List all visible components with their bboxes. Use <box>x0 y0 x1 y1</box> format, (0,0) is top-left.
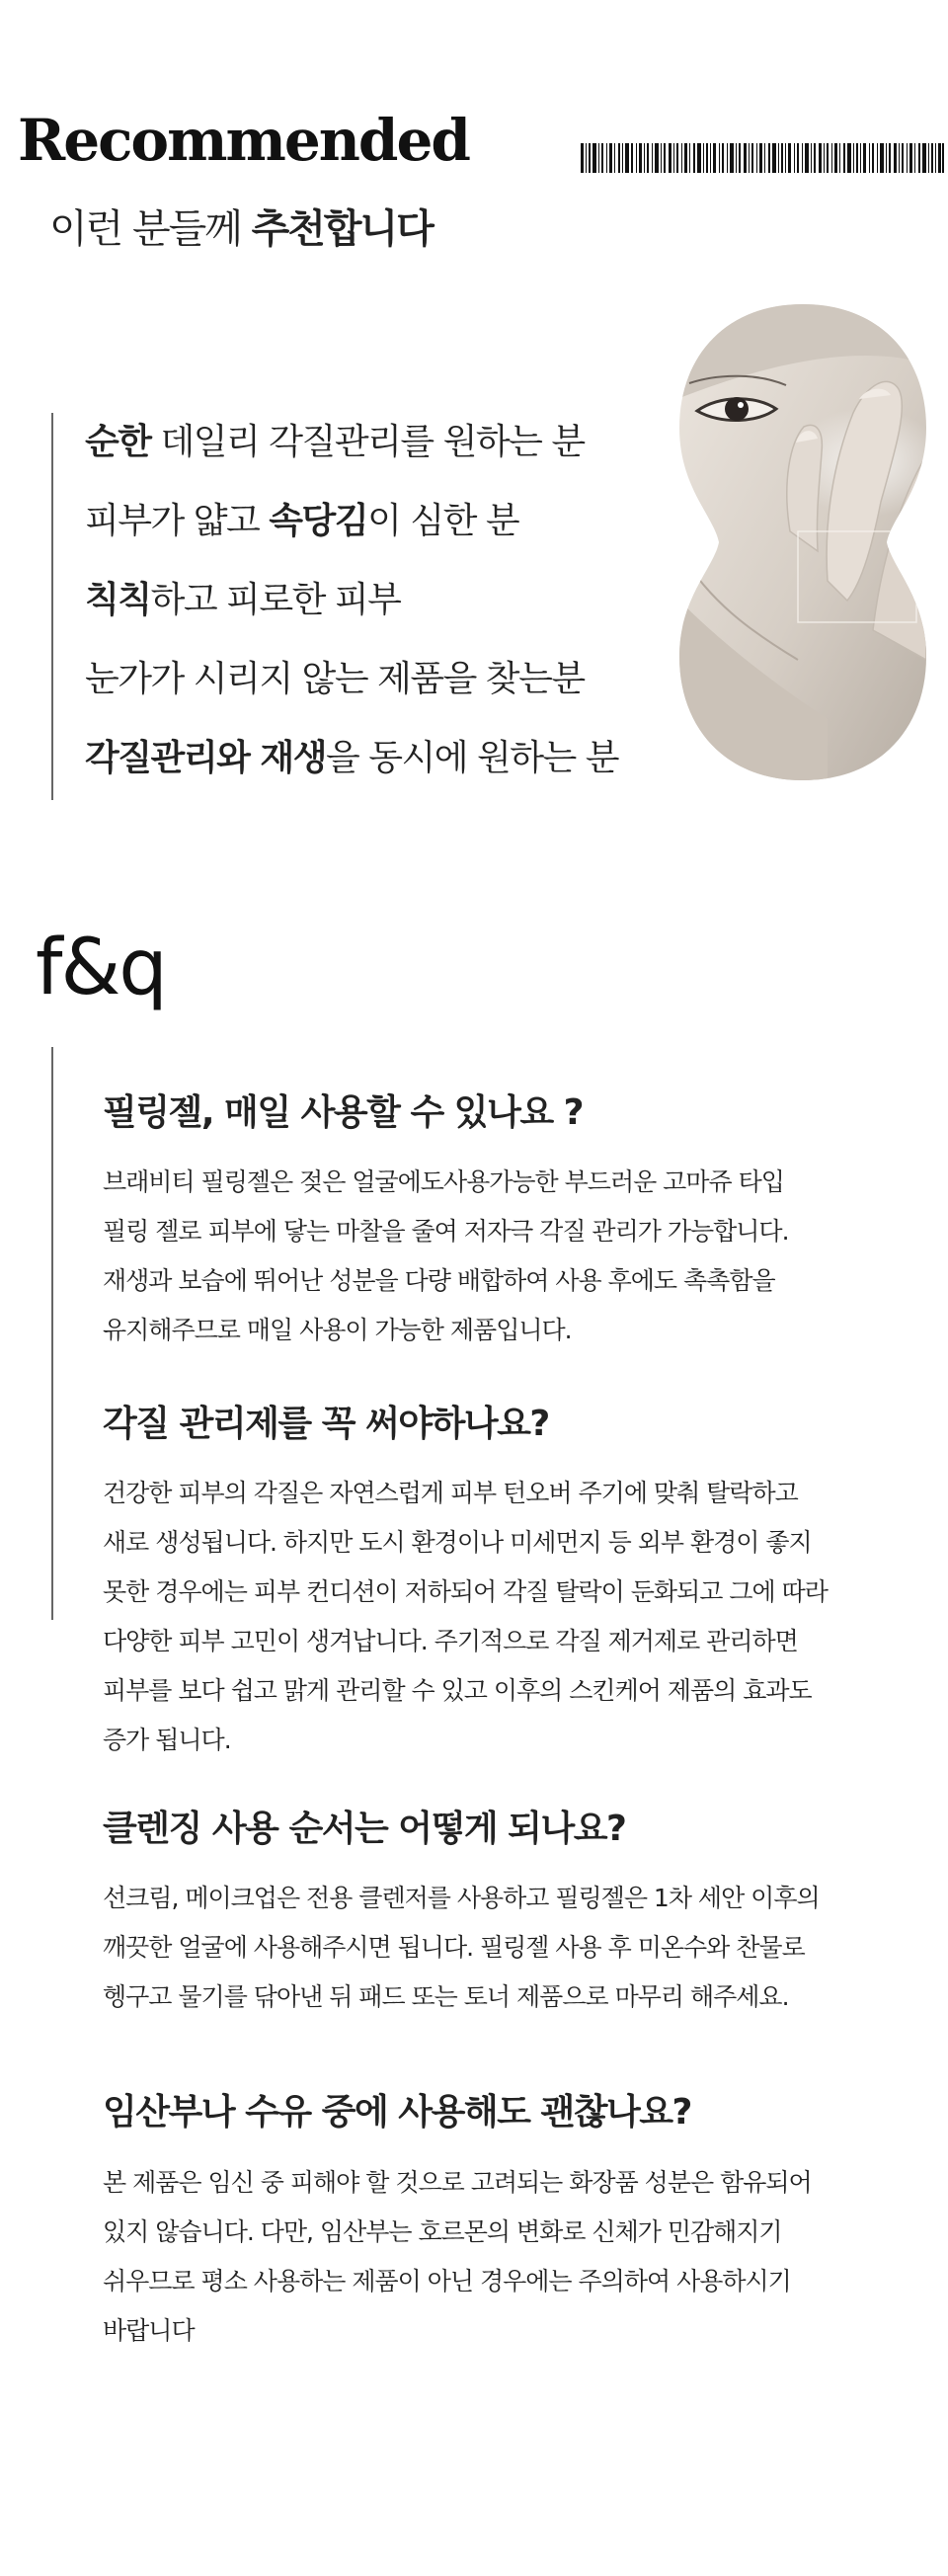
recommend-item <box>85 571 618 650</box>
recommend-item-text: 하고 피로한 피부 <box>150 580 401 620</box>
faq-answer-line: 유지해주므로 매일 사용이 가능한 제품입니다. <box>103 1316 572 1344</box>
recommend-item-text: 피부가 얇고 <box>85 501 270 541</box>
faq-answer-line: 바랍니다 <box>103 2316 195 2345</box>
faq-answer <box>103 2158 912 2356</box>
recommend-item <box>85 650 618 729</box>
faq-question: 필링젤, 매일 사용할 수 있나요 ? <box>103 1092 584 1133</box>
faq-answer <box>103 1158 912 1355</box>
faq-answer-line: 깨끗한 얼굴에 사용해주시면 됩니다. 필링젤 사용 후 미온수와 찬물로 <box>103 1933 805 1962</box>
recommend-item <box>85 729 618 808</box>
faq-answer <box>103 1874 912 2022</box>
faq-question: 각질 관리제를 꼭 써야하나요? <box>103 1404 549 1444</box>
faq-answer-line: 선크림, 메이크업은 전용 클렌저를 사용하고 필링젤은 1차 세안 이후의 <box>103 1884 820 1912</box>
faq-answer-line: 본 제품은 임신 중 피해야 할 것으로 고려되는 화장품 성분은 함유되어 <box>103 2168 812 2197</box>
faq-answer-line: 필링 젤로 피부에 닿는 마찰을 줄여 저자극 각질 관리가 가능합니다. <box>103 1217 789 1246</box>
recommend-item-text: 이 심한 분 <box>367 501 519 541</box>
page-subtitle <box>49 198 433 254</box>
recommend-list <box>85 413 618 808</box>
recommend-item-emphasis: 칙칙 <box>85 580 151 620</box>
recommend-item-text: 눈가가 시리지 않는 제품을 찾는분 <box>85 659 585 699</box>
faq-answer-line: 다양한 피부 고민이 생겨납니다. 주기적으로 각질 제거제로 관리하면 <box>103 1627 798 1655</box>
recommend-item <box>85 492 618 571</box>
faq-answer-line: 새로 생성됩니다. 하지만 도시 환경이나 미세먼지 등 외부 환경이 좋지 <box>103 1528 812 1557</box>
faq-answer-line: 헹구고 물기를 닦아낸 뒤 패드 또는 토너 제품으로 마무리 해주세요. <box>103 1982 789 2011</box>
recommend-item-text: 데일리 각질관리를 원하는 분 <box>150 422 585 462</box>
faq-answer-line: 피부를 보다 쉽고 맑게 관리할 수 있고 이후의 스킨케어 제품의 효과도 <box>103 1676 812 1705</box>
faq-title: f&q <box>36 924 166 1012</box>
recommend-item-text: 을 동시에 원하는 분 <box>325 738 619 778</box>
faq-divider <box>51 1047 53 1620</box>
subtitle-emphasis: 추천합니다 <box>251 206 433 252</box>
subtitle-text: 이런 분들께 <box>49 206 252 252</box>
faq-answer <box>103 1469 912 1765</box>
recommend-item-emphasis: 순한 <box>85 422 151 462</box>
page-title: Recommended <box>18 107 469 174</box>
faq-question: 클렌징 사용 순서는 어떻게 되나요? <box>103 1809 626 1849</box>
faq-answer-line: 증가 됩니다. <box>103 1726 231 1754</box>
faq-answer-line: 재생과 보습에 뛰어난 성분을 다량 배합하여 사용 후에도 촉촉함을 <box>103 1266 775 1295</box>
recommend-divider <box>51 413 53 800</box>
recommend-item-emphasis: 속당김 <box>269 501 368 541</box>
faq-answer-line: 쉬우므로 평소 사용하는 제품이 아닌 경우에는 주의하여 사용하시기 <box>103 2267 791 2295</box>
faq-question: 임산부나 수유 중에 사용해도 괜찮나요? <box>103 2092 691 2133</box>
recommend-item <box>85 413 618 492</box>
barcode-graphic <box>581 143 944 173</box>
faq-answer-line: 있지 않습니다. 다만, 임산부는 호르몬의 변화로 신체가 민감해지기 <box>103 2217 782 2246</box>
faq-answer-line: 건강한 피부의 각질은 자연스럽게 피부 턴오버 주기에 맞춰 탈락하고 <box>103 1479 798 1507</box>
model-face-photo <box>679 304 926 780</box>
faq-answer-line: 브래비티 필링젤은 젖은 얼굴에도사용가능한 부드러운 고마쥬 타입 <box>103 1167 784 1196</box>
recommend-item-emphasis: 각질관리와 재생 <box>85 738 326 778</box>
faq-answer-line: 못한 경우에는 피부 컨디션이 저하되어 각질 탈락이 둔화되고 그에 따라 <box>103 1577 828 1606</box>
